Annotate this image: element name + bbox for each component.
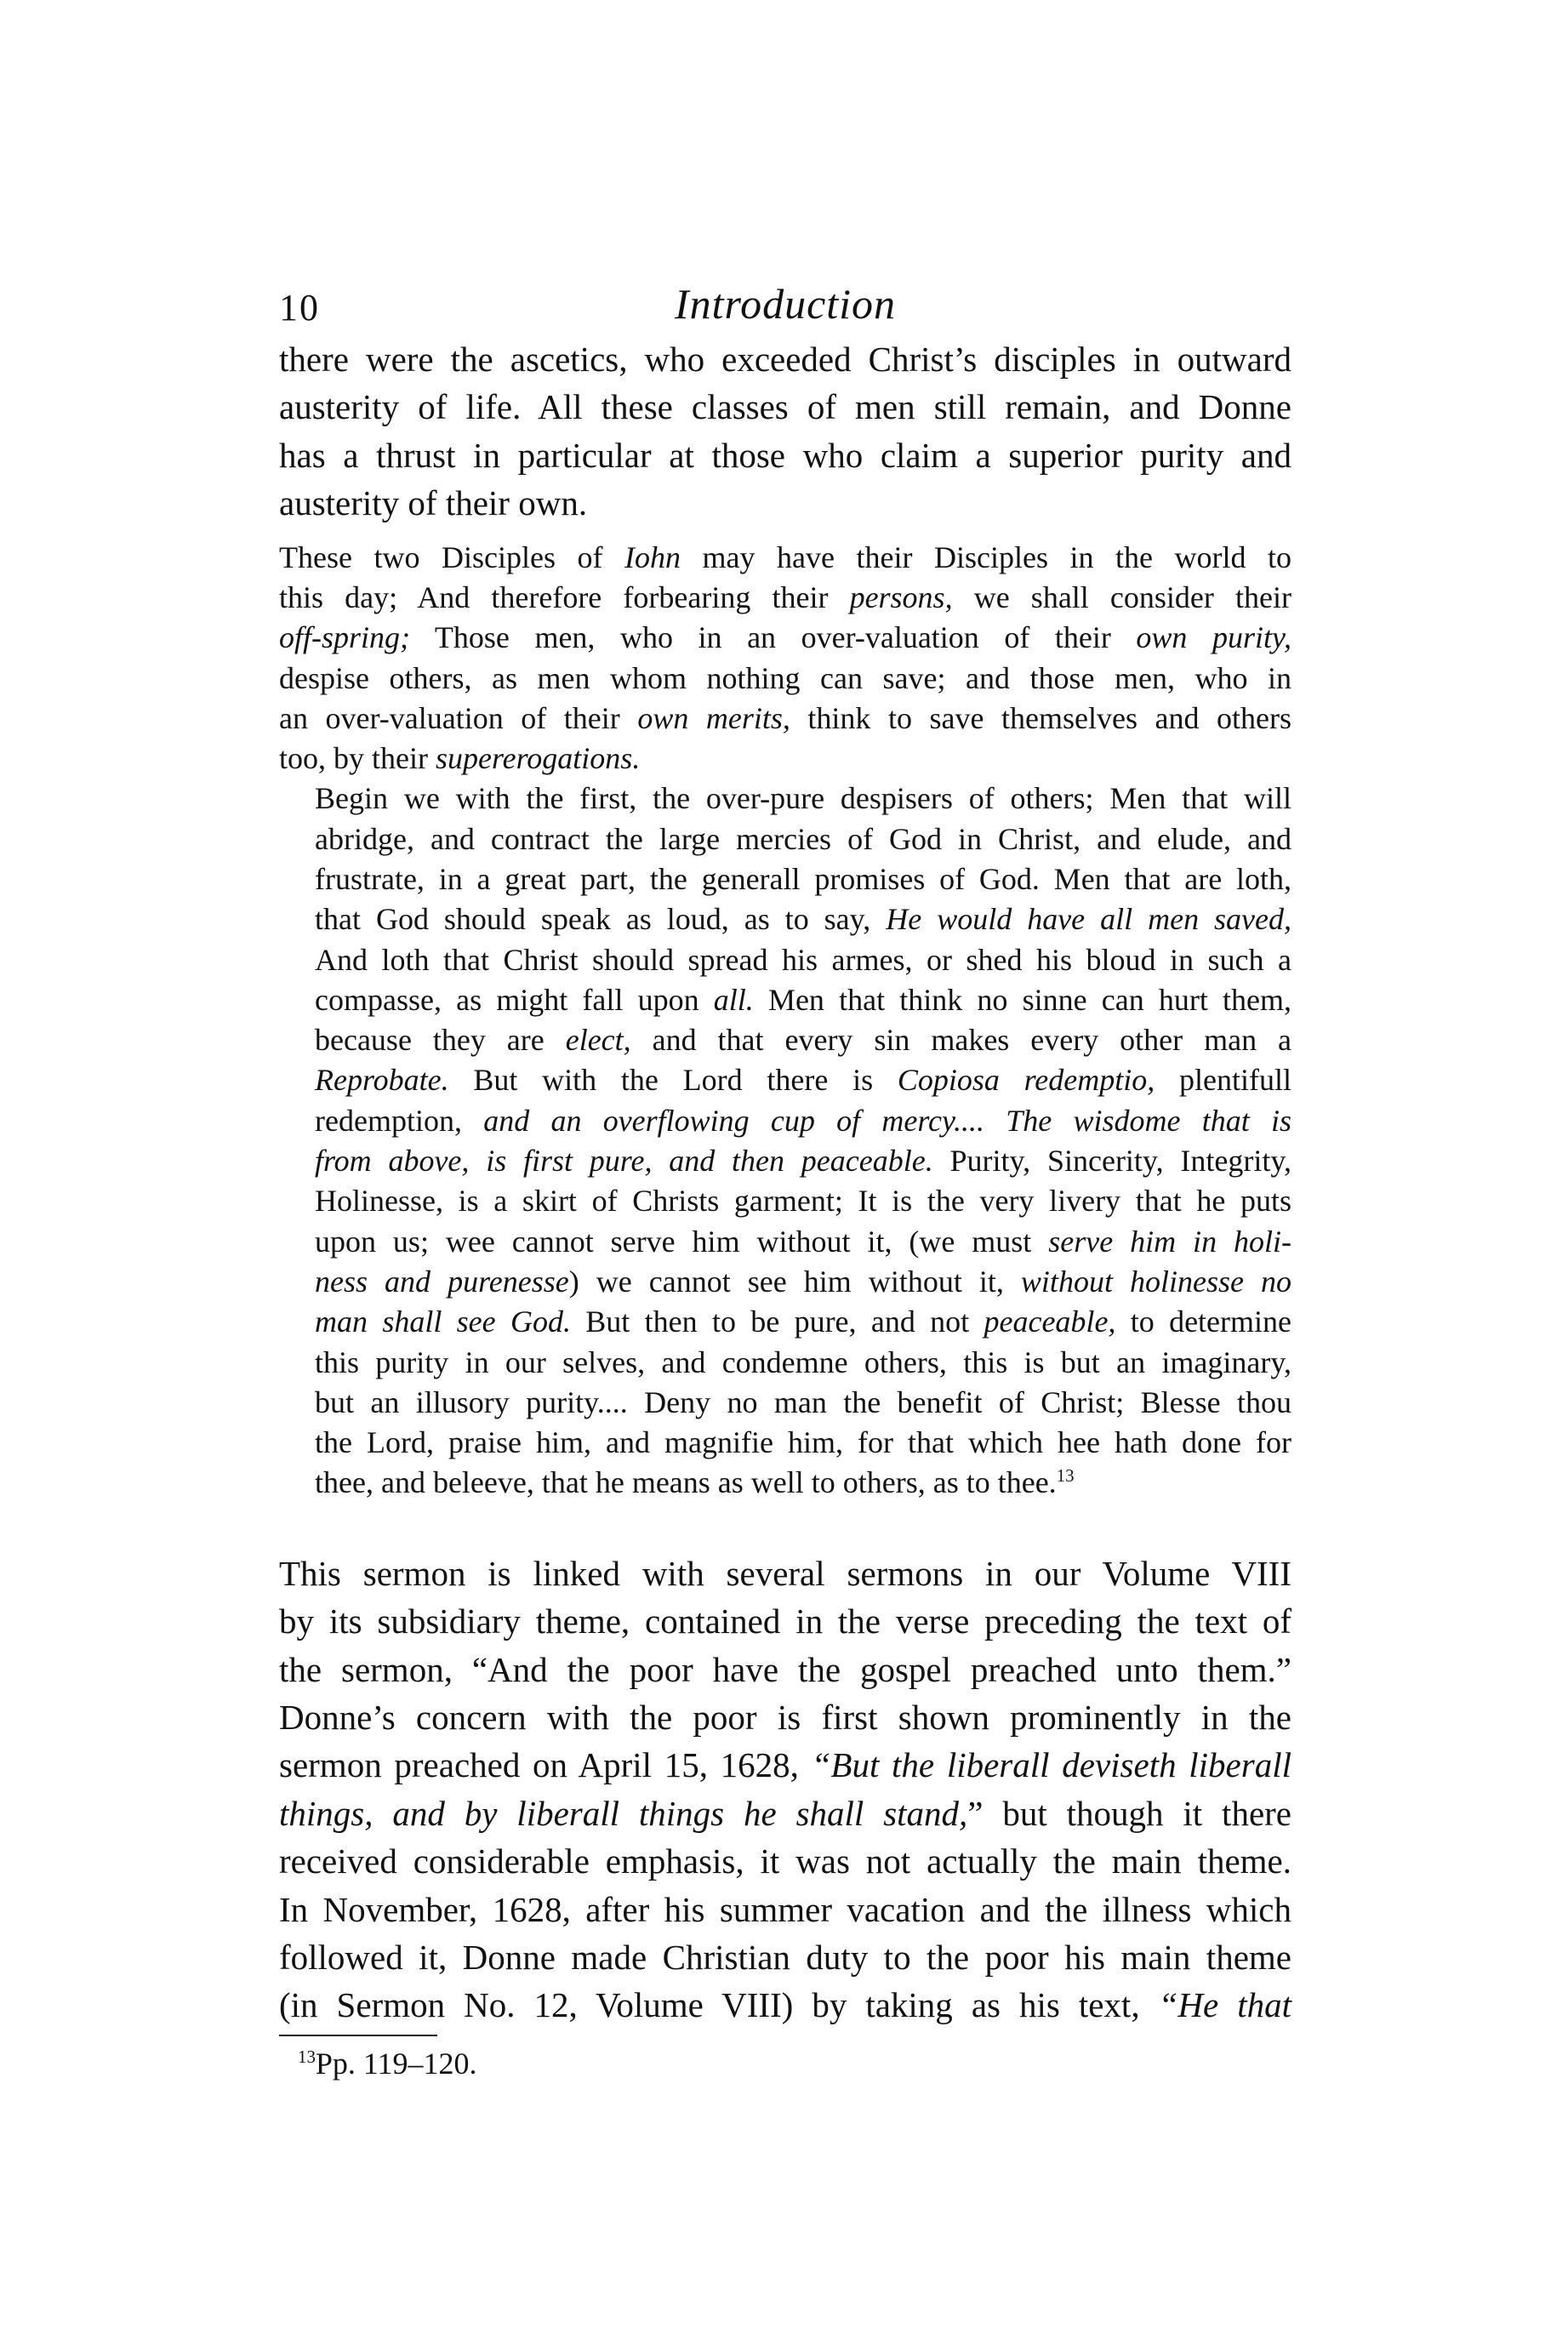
quote-paragraph — [279, 779, 1291, 1503]
text-line: austerity of life. All these classes of men still remain, and Donne — [279, 387, 1291, 427]
quote-line: upon us; wee cannot serve him without it, (we must serve him in holi- — [315, 1224, 1291, 1259]
quote-line: this day; And therefore forbearing their persons, we shall consider their — [279, 579, 1291, 614]
intro-paragraph — [279, 335, 1291, 528]
text-line: (in Sermon No. 12, Volume VIII) by taking as his text, “He that — [279, 1985, 1291, 2025]
footnote-text: Pp. 119–120. — [315, 2046, 477, 2081]
footnote-marker: 13 — [298, 2046, 316, 2067]
footnote-divider — [279, 2035, 437, 2036]
quote-line: off-spring; Those men, who in an over-valuation of their own purity, — [279, 620, 1291, 655]
text-line: the sermon, “And the poor have the gospel preached unto them.” — [279, 1649, 1291, 1689]
quote-line: compasse, as might fall upon all. Men that think no sinne can hurt them, — [315, 982, 1292, 1017]
quote-line: this purity in our selves, and condemne others, this is but an imaginary, — [315, 1344, 1291, 1379]
running-title: Introduction — [674, 280, 897, 328]
footnote-reference: 13 — [1056, 1465, 1075, 1487]
quote-line: but an illusory purity.... Deny no man the benefit of Christ; Blesse thou — [315, 1384, 1291, 1419]
text-line: This sermon is linked with several sermons in our Volume VIII — [279, 1553, 1291, 1593]
book-page — [279, 279, 1291, 2082]
text-line: received considerable emphasis, it was not actually the main theme. — [279, 1841, 1291, 1881]
quote-line: Holinesse, is a skirt of Christs garment; It is the very livery that he puts — [315, 1184, 1291, 1219]
quote-line: ness and purenesse) we cannot see him without it, without holinesse no — [315, 1264, 1292, 1299]
text-line: sermon preached on April 15, 1628, “But the liberall deviseth liberall — [279, 1745, 1291, 1785]
block-quotation — [279, 538, 1291, 1504]
text-line: Donne’s concern with the poor is first shown prominently in the — [279, 1697, 1291, 1737]
quote-line: the Lord, praise him, and magnifie him, for that which hee hath done for — [315, 1425, 1291, 1460]
quote-line: man shall see God. But then to be pure, and not peaceable, to determine — [315, 1304, 1292, 1339]
text-line: things, and by liberall things he shall stand,” but though it there — [279, 1793, 1291, 1833]
quote-line: abridge, and contract the large mercies of God in Christ, and elude, and — [315, 821, 1291, 856]
quote-line: because they are elect, and that every sin makes every other man a — [315, 1023, 1291, 1058]
text-line: there were the ascetics, who exceeded Christ’s disciples in outward — [279, 340, 1291, 379]
quote-line: an over-valuation of their own merits, think to save themselves and others — [279, 700, 1292, 735]
quote-line: Begin we with the first, the over-pure despisers of others; Men that will — [315, 781, 1291, 816]
quote-line: from above, is first pure, and then peaceable. Purity, Sincerity, Integrity, — [315, 1144, 1292, 1179]
quote-line: thee, and beleeve, that he means as well to others, as to thee.$^{13}$ — [315, 1465, 1075, 1500]
text-line: In November, 1628, after his summer vacation and the illness which — [279, 1889, 1291, 1929]
footnote — [298, 2045, 1291, 2082]
quote-line: And loth that Christ should spread his armes, or shed his bloud in such a — [315, 942, 1291, 977]
quote-paragraph — [279, 538, 1291, 779]
quote-line: that God should speak as loud, as to say, He would have all men saved, — [315, 902, 1291, 937]
quote-line: despise others, as men whom nothing can save; and those men, who in — [279, 660, 1291, 695]
quote-line: too, by their supererogations. — [279, 741, 641, 776]
quote-line: These two Disciples of Iohn may have their Disciples in the world to — [279, 539, 1291, 574]
page-header — [279, 279, 1291, 347]
text-line: has a thrust in particular at those who claim a superior purity and — [279, 435, 1291, 475]
body-paragraph — [279, 1550, 1291, 2029]
quote-line: frustrate, in a great part, the generall promises of God. Men that are loth, — [315, 862, 1291, 896]
text-line: by its subsidiary theme, contained in the verse preceding the text of — [279, 1601, 1291, 1641]
quote-line: redemption, and an overflowing cup of mercy.... The wisdome that is — [315, 1103, 1291, 1138]
quote-line: Reprobate. But with the Lord there is Copiosa redemptio, plentifull — [315, 1063, 1292, 1098]
text-line: austerity of their own. — [279, 483, 588, 523]
text-line: followed it, Donne made Christian duty to the poor his main theme — [279, 1938, 1291, 1977]
page-number: 10 — [279, 287, 320, 328]
